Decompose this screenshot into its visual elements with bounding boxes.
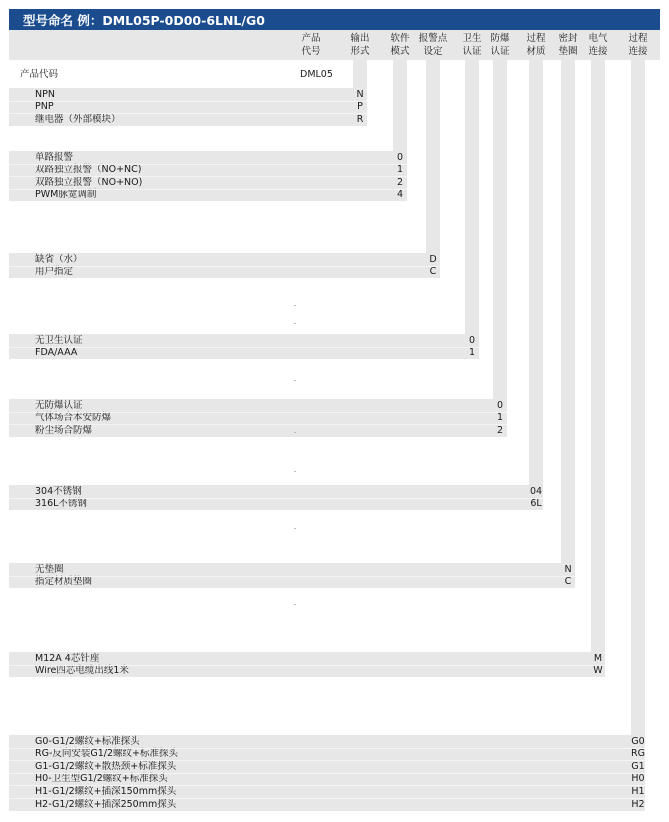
option-label: 无卫生认证	[35, 334, 83, 346]
option-code: H0	[631, 773, 645, 785]
row-divider	[9, 748, 645, 749]
row-divider	[9, 773, 645, 774]
option-code: G1	[631, 760, 645, 772]
row-divider	[9, 101, 367, 102]
option-label: M12A 4芯针座	[35, 652, 100, 664]
row-divider	[9, 266, 440, 267]
column-header-line: 电气	[588, 33, 608, 44]
column-bar-seal	[561, 60, 575, 588]
option-label: 指定材质垫圈	[35, 576, 93, 588]
option-label: 双路独立报警（NO+NO)	[35, 176, 143, 188]
guide-dot	[294, 471, 296, 472]
row-divider	[9, 665, 605, 666]
row-divider	[9, 760, 645, 761]
option-code: G0	[631, 735, 645, 747]
option-label: RG-反向安装G1/2螺纹+标准探头	[35, 748, 179, 760]
option-label: 用户指定	[35, 266, 74, 278]
option-label: Wire四芯电缆出线1米	[35, 665, 129, 677]
guide-dot	[294, 432, 296, 433]
option-label: H1-G1/2螺纹+插深150mm探头	[35, 785, 177, 797]
option-label: FDA/AAA	[35, 347, 78, 359]
option-label: 无防爆认证	[35, 399, 83, 411]
product-code-value: DML05	[300, 69, 333, 80]
option-code: C	[564, 576, 572, 588]
guide-dot	[294, 305, 296, 306]
column-header-line: 防爆	[490, 33, 510, 44]
guide-dot	[294, 528, 296, 529]
option-code: H2	[631, 798, 645, 810]
option-label: 304不锈钢	[35, 485, 82, 497]
row-divider	[9, 798, 645, 799]
row-divider	[9, 424, 507, 425]
column-header-line: 输出	[350, 33, 370, 44]
column-header-line: 软件	[390, 33, 410, 44]
guide-dot	[294, 380, 296, 381]
option-label: PWM脉宽调制	[35, 189, 97, 201]
column-bar-process	[631, 60, 645, 811]
column-header-line: 报警点	[418, 33, 448, 44]
option-label: 单路报警	[35, 151, 74, 163]
option-label: NPN	[35, 88, 55, 100]
column-header-line: 形式	[350, 46, 370, 57]
option-code: N	[356, 88, 364, 100]
page-title: 型号命名 例：DML05P-0D00-6LNL/G0	[23, 13, 265, 28]
option-code: 4	[396, 189, 404, 201]
option-code: 1	[396, 164, 404, 176]
option-label: 双路独立报警（NO+NC)	[35, 164, 142, 176]
column-bar-hygiene	[465, 60, 479, 359]
column-header-line: 认证	[462, 46, 482, 57]
column-header-line: 设定	[423, 46, 443, 57]
column-header-product	[289, 32, 333, 58]
option-label: H0-卫生型G1/2螺纹+标准探头	[35, 773, 168, 785]
option-label: G0-G1/2螺纹+标准探头	[35, 735, 140, 747]
option-code: 0	[396, 151, 404, 163]
product-code-label: 产品代码	[20, 69, 59, 80]
option-code: H1	[631, 785, 645, 797]
option-code: 2	[496, 424, 504, 436]
row-divider	[9, 113, 367, 114]
column-header-line: 材质	[526, 46, 546, 57]
row-divider	[9, 576, 575, 577]
column-header-line: 过程	[526, 33, 546, 44]
option-label: 粉尘场合防爆	[35, 424, 93, 436]
option-code: 2	[396, 176, 404, 188]
option-code: 6L	[530, 498, 542, 510]
guide-dot	[294, 604, 296, 605]
column-header-process	[616, 32, 660, 58]
option-code: N	[564, 563, 572, 575]
column-header-line: 密封	[558, 33, 578, 44]
row-divider	[9, 164, 407, 165]
option-label: H2-G1/2螺纹+插深250mm探头	[35, 798, 177, 810]
option-code: R	[356, 113, 364, 125]
option-label: 继电器（外部模块）	[35, 113, 121, 125]
column-bar-material	[529, 60, 543, 510]
column-header-line: 产品	[301, 33, 321, 44]
option-label: 气体场合本安防爆	[35, 412, 112, 424]
option-code: 0	[468, 334, 476, 346]
row-divider	[9, 785, 645, 786]
option-code: P	[357, 101, 363, 113]
option-code: M	[593, 652, 603, 664]
option-label: G1-G1/2螺纹+散热颈+标准探头	[35, 760, 177, 772]
option-code: W	[593, 665, 603, 677]
column-header-line: 代号	[301, 46, 321, 57]
option-code: D	[429, 253, 437, 265]
column-header-line: 连接	[588, 46, 608, 57]
row-divider	[9, 176, 407, 177]
guide-dot	[294, 323, 296, 324]
row-divider	[9, 347, 479, 348]
column-header-line: 模式	[390, 46, 410, 57]
option-code: 0	[496, 399, 504, 411]
option-code: 1	[468, 347, 476, 359]
option-code: C	[429, 266, 437, 278]
column-header-line: 认证	[490, 46, 510, 57]
option-label: 无垫圈	[35, 563, 64, 575]
option-code: 04	[529, 485, 543, 497]
option-code: 1	[496, 412, 504, 424]
column-bar-explosion	[493, 60, 507, 437]
column-header-line: 垫圈	[558, 46, 578, 57]
column-header-output	[338, 32, 382, 58]
column-header-electrical	[576, 32, 620, 58]
option-code: RG	[631, 748, 645, 760]
column-bar-electrical	[591, 60, 605, 677]
column-header-line: 连接	[628, 46, 648, 57]
title-bar	[9, 9, 660, 30]
column-header-line: 过程	[628, 33, 648, 44]
option-label: PNP	[35, 101, 54, 113]
option-label: 缺省（水）	[35, 253, 83, 265]
column-header-alarm	[411, 32, 455, 58]
option-label: 316L不锈钢	[35, 498, 87, 510]
column-header-line: 卫生	[462, 33, 482, 44]
row-divider	[9, 412, 507, 413]
row-divider	[9, 189, 407, 190]
column-bar-alarm	[426, 60, 440, 278]
row-divider	[9, 498, 543, 499]
